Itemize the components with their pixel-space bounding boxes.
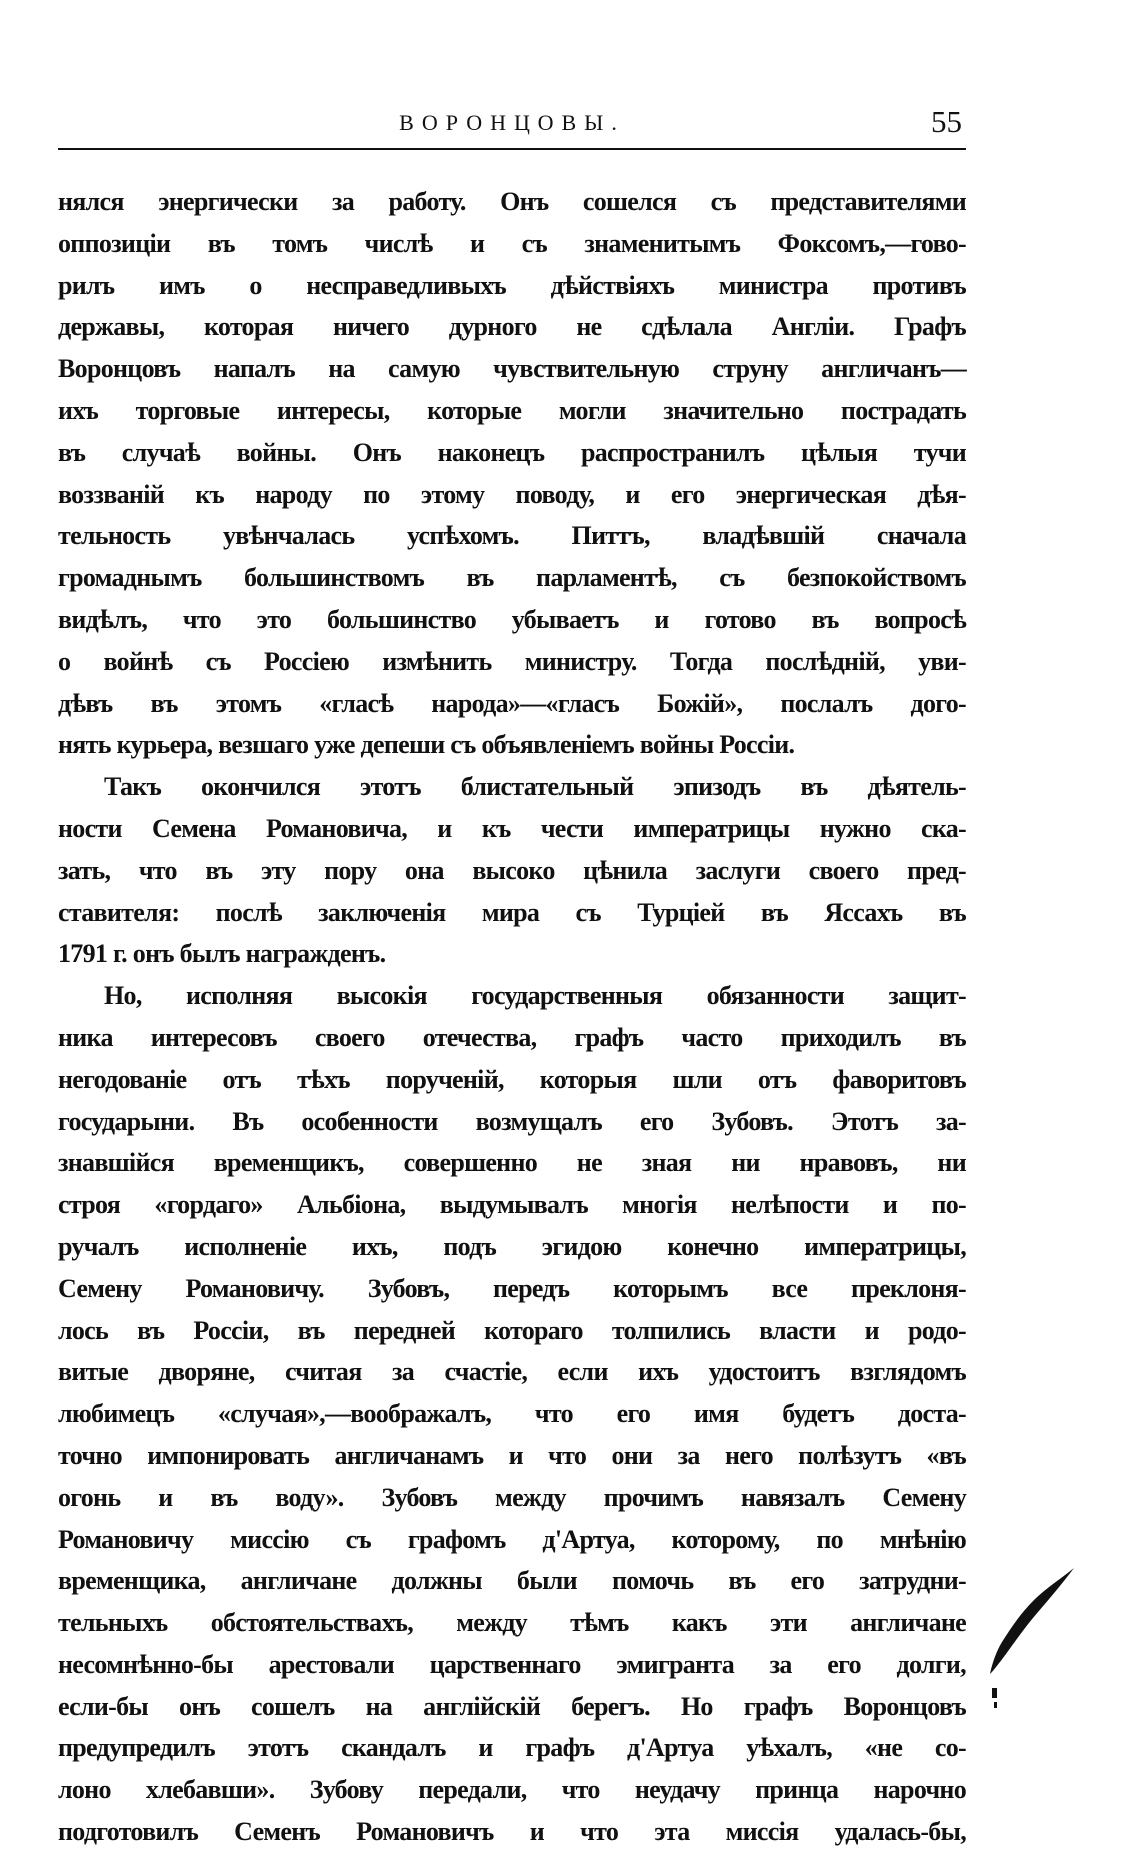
text-line: дѣвъ въ этомъ «гласѣ народа»—«гласъ Божій», послалъ дого- [58, 688, 966, 718]
text-line: Воронцовъ напалъ на самую чувствительную струну англичанъ— [58, 354, 966, 384]
text-line: громаднымъ большинствомъ въ парламентѣ, съ безпокойствомъ [58, 563, 966, 593]
text-line: Но, исполняя высокія государственныя обязанности защит- [104, 981, 966, 1011]
text-line: предупредилъ этотъ скандалъ и графъ д'Артуа уѣхалъ, «не со- [58, 1733, 966, 1763]
text-line: видѣлъ, что это большинство убываетъ и готово въ вопросѣ [58, 604, 966, 634]
page-number: 55 [931, 104, 962, 139]
text-line: ности Семена Романовича, и къ чести императрицы нужно ска- [58, 813, 966, 843]
text-line: витые дворяне, считая за счастіе, если ихъ удостоитъ взглядомъ [58, 1357, 966, 1387]
text-line: огонь и въ воду». Зубовъ между прочимъ навязалъ Семену [58, 1482, 966, 1512]
text-line: зать, что въ эту пору она высоко цѣнила заслуги своего пред- [58, 855, 966, 885]
text-line: государыни. Въ особенности возмущалъ его Зубовъ. Этотъ за- [58, 1106, 966, 1136]
text-line: Семену Романовичу. Зубовъ, передъ которымъ все преклоня- [58, 1273, 966, 1303]
running-head [58, 102, 966, 150]
text-line: ставителя: послѣ заключенія мира съ Турціей въ Яссахъ въ [58, 897, 966, 927]
text-line: оппозиціи въ томъ числѣ и съ знаменитымъ Фоксомъ,—гово- [58, 228, 966, 258]
text-line: знавшійся временщикъ, совершенно не зная ни нравовъ, ни [58, 1148, 966, 1178]
text-line: нять курьера, везшаго уже депеши съ объявленіемъ войны Россіи. [58, 730, 795, 760]
text-line: лоно хлебавши». Зубову передали, что неудачу принца нарочно [58, 1775, 966, 1805]
text-line: тельность увѣнчалась успѣхомъ. Питтъ, владѣвшій сначала [58, 521, 966, 551]
text-line: о войнѣ съ Россіею измѣнить министру. Тогда послѣдній, уви- [58, 646, 966, 676]
ink-blot [982, 1566, 1082, 1716]
text-line: 1791 г. онъ былъ награжденъ. [58, 939, 386, 969]
text-line: негодованіе отъ тѣхъ порученій, которыя шли отъ фаворитовъ [58, 1064, 966, 1094]
text-line: подготовилъ Семенъ Романовичъ и что эта миссія удалась-бы, [58, 1817, 966, 1847]
text-line: лось въ Россіи, въ передней котораго толпились власти и родо- [58, 1315, 966, 1345]
text-line: строя «гордаго» Альбіона, выдумывалъ многія нелѣпости и по- [58, 1190, 966, 1220]
body-text [58, 181, 966, 1853]
text-line: державы, которая ничего дурного не сдѣлала Англіи. Графъ [58, 312, 966, 342]
text-line: любимецъ «случая»,—воображалъ, что его имя будетъ доста- [58, 1399, 966, 1429]
text-line: если-бы онъ сошелъ на англійскій берегъ. Но графъ Воронцовъ [58, 1691, 966, 1721]
text-line: ихъ торговые интересы, которые могли значительно пострадать [58, 395, 966, 425]
text-line: ника интересовъ своего отечества, графъ часто приходилъ въ [58, 1022, 966, 1052]
text-line: въ случаѣ войны. Онъ наконецъ распространилъ цѣлыя тучи [58, 437, 966, 467]
text-line: несомнѣнно-бы арестовали царственнаго эмигранта за его долги, [58, 1649, 966, 1679]
text-line: Такъ окончился этотъ блистательный эпизодъ въ дѣятель- [104, 772, 966, 802]
text-line: рилъ имъ о несправедливыхъ дѣйствіяхъ министра противъ [58, 270, 966, 300]
text-line: тельныхъ обстоятельствахъ, между тѣмъ какъ эти англичане [58, 1608, 966, 1638]
running-title: ВОРОНЦОВЫ. [399, 110, 625, 135]
text-line: точно импонировать англичанамъ и что они за него полѣзутъ «въ [58, 1440, 966, 1470]
text-line: воззваній къ народу по этому поводу, и его энергическая дѣя- [58, 479, 966, 509]
text-line: нялся энергически за работу. Онъ сошелся съ представителями [58, 187, 966, 216]
text-line: ручалъ исполненіе ихъ, подъ эгидою конечно императрицы, [58, 1231, 966, 1261]
text-line: временщика, англичане должны были помочь въ его затрудни- [58, 1566, 966, 1596]
text-line: Романовичу миссію съ графомъ д'Артуа, которому, по мнѣнію [58, 1524, 966, 1554]
